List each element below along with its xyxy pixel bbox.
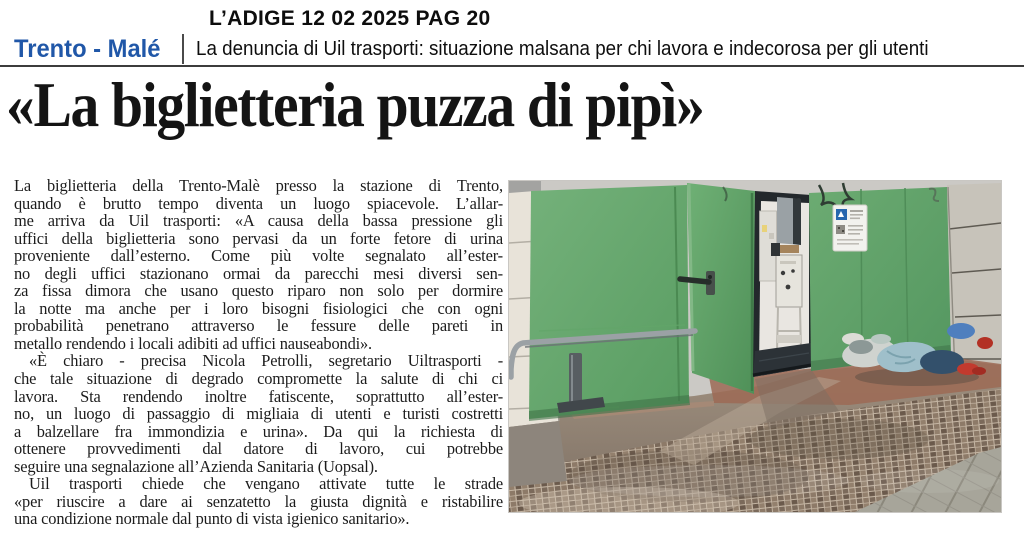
article-line: quando è brutto tempo diventa un luogo spiacevole. L’allar- — [14, 193, 503, 213]
article-line: metallo rendendo i locali adibiti ad uffici nauseabondi». — [14, 333, 373, 353]
article-line: La biglietteria della Trento-Malè presso la stazione di Trento, — [14, 176, 503, 195]
horizontal-rule — [0, 65, 1024, 67]
article-line: proveniente dall’esterno. Come più volte segnalato all’ester- — [14, 246, 503, 266]
green-door-left — [529, 185, 690, 421]
article-line: no, un luogo di passaggio di migliaia di utenti e turisti costretti — [14, 404, 503, 424]
article-line: Uil trasporti chiede che vengano attivate tutte le strade — [29, 474, 503, 494]
paragraph — [14, 177, 503, 352]
kicker-row — [14, 33, 1024, 65]
metal-post — [569, 353, 582, 405]
article-line: a balzellare fra immondizia e urina». Da qui la richiesta di — [14, 421, 503, 441]
paragraph — [14, 475, 503, 528]
article-body — [14, 177, 503, 528]
kicker-divider — [182, 34, 184, 64]
section-label: Trento - Malé — [14, 34, 161, 63]
article-line: la notte ma anche per i loro bisogni fisiologici che con ogni — [14, 298, 503, 318]
station-photo — [508, 180, 1002, 513]
article-line: che tale situazione di degrado compromette la salute di chi ci — [14, 369, 503, 389]
kicker-text: La denuncia di Uil trasporti: situazione malsana per chi lavora e indecorosa per gli utenti — [196, 37, 929, 60]
article-line: me arriva da Uil trasporti: «A causa della bassa pressione gli — [14, 211, 503, 231]
article-line: «È chiaro - precisa Nicola Petrolli, segretario Uiltrasporti - — [29, 351, 503, 371]
door-sign — [833, 205, 867, 251]
doorway-interior — [753, 191, 811, 377]
article-line: probabilità penetrano attraverso le fessure delle pareti in — [14, 316, 503, 336]
article-line: ottenere provvedimenti dal datore di lavoro, cui potrebbe — [14, 439, 503, 459]
article-line: seguire una segnalazione all’Azienda Sanitaria (Uopsal). — [14, 456, 378, 476]
paragraph — [14, 352, 503, 475]
article-line: uffici della biglietteria sono pervasi da un forte fetore di urina — [14, 228, 503, 248]
article-line: lavora. Sta rendendo inoltre fatiscente, soprattutto all’ester- — [14, 386, 503, 406]
tiled-wall-right — [947, 183, 1001, 377]
article-line: za fissa dimora che usano questo riparo non solo per dormire — [14, 281, 503, 301]
masthead-source-line: L’ADIGE 12 02 2025 PAG 20 — [209, 7, 491, 30]
open-door — [680, 183, 755, 394]
article-line: una condizione normale dal punto di vista igienico sanitario». — [14, 509, 410, 529]
station-photo-illustration — [509, 181, 1001, 512]
headline: «La biglietteria puzza di pipì» — [6, 69, 704, 140]
article-line: no degli uffici stazionano ormai da parecchi mesi diversi sen- — [14, 263, 503, 283]
article-line: «per riuscire a dare ai senzatetto la giusta dignità e ristabilire — [14, 491, 503, 511]
